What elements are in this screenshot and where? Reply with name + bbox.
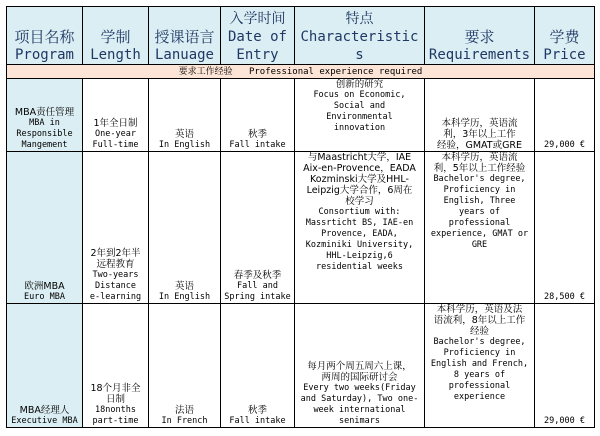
- length-cell: 18个月非全 日制 18nonths part-time: [83, 304, 149, 428]
- program-cell: MBA经理人 Executive MBA: [7, 304, 83, 428]
- length-cell: 2年到2年半 远程教育 Two-years Distance e-learning: [83, 152, 149, 304]
- requirements-cell: 本科学历，英语流 利，3年以上工作 经验，GMAT或GRE: [425, 79, 535, 152]
- header-program: 项目名称 Program: [7, 7, 83, 65]
- table-row: [7, 152, 595, 304]
- entry-cell: 秋季 Fall intake: [221, 304, 295, 428]
- requirements-cell: 本科学历，英语及法 语流利，8年以上工作 经验 Bachelor's degree, Proficiency in English and French, 8 years of professional experience: [425, 304, 535, 428]
- price-cell: 29,000 €: [535, 79, 595, 152]
- characteristics-cell: 创新的研究 Focus on Economic, Social and Environmental innovation: [295, 79, 425, 152]
- entry-cell: 春季及秋季 Fall and Spring intake: [221, 152, 295, 304]
- requirements-cell: 本科学历，英语流 利，5年以上工作经验 Bachelor's degree, Proficiency in English, Three years of professional experience, GMAT or GRE: [425, 152, 535, 304]
- characteristics-cell: 与Maastricht大学，IAE Aix-en-Provence，EADA Kozminski大学及HHL- Leipzig大学合作，6周在 校学习 Consortium with: Massrticht BS, IAE-en Provence, EADA, Kozminiki University, HHL-Leipzig,6 residential weeks: [295, 152, 425, 304]
- header-requirements: 要求 Requirements: [425, 7, 535, 65]
- program-cell: MBA责任管理 MBA in Responsible Mangement: [7, 79, 83, 152]
- table-row: [7, 79, 595, 152]
- entry-cell: 秋季 Fall intake: [221, 79, 295, 152]
- language-cell: 英语 In English: [149, 79, 221, 152]
- characteristics-cell: 每月两个周五周六上课， 两周的国际研讨会 Every two weeks(Friday and Saturday), Two one- week international senimars: [295, 304, 425, 428]
- header-characteristics: 特点 Characteristic s: [295, 7, 425, 65]
- header-length: 学制 Length: [83, 7, 149, 65]
- header-price: 学费 Price: [535, 7, 595, 65]
- length-cell: 1年全日制 One-year Full-time: [83, 79, 149, 152]
- price-cell: 29,000 €: [535, 304, 595, 428]
- program-table: [6, 6, 595, 428]
- table-row: [7, 304, 595, 428]
- experience-banner: 要求工作经验 Professional experience required: [7, 65, 595, 79]
- language-cell: 法语 In French: [149, 304, 221, 428]
- language-cell: 英语 In English: [149, 152, 221, 304]
- banner-row: [7, 65, 595, 79]
- header-row: [7, 7, 595, 65]
- header-language: 授课语言 Lanuage: [149, 7, 221, 65]
- price-cell: 28,500 €: [535, 152, 595, 304]
- program-cell: 欧洲MBA Euro MBA: [7, 152, 83, 304]
- header-date-of-entry: 入学时间 Date of Entry: [221, 7, 295, 65]
